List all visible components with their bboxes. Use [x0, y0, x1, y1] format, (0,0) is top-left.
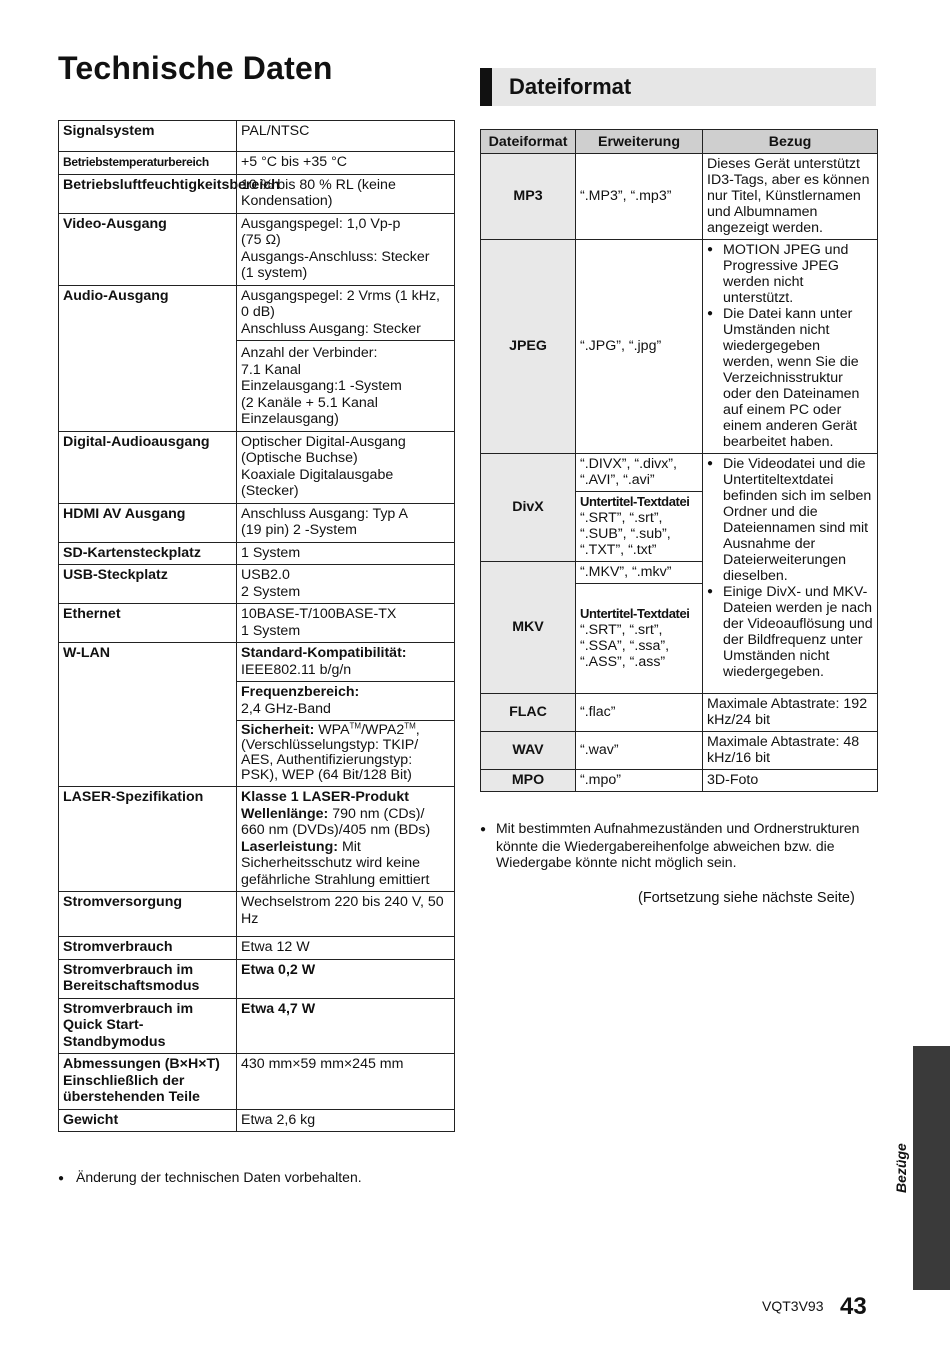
format-footnote [480, 820, 896, 870]
value-line [241, 806, 451, 839]
spec-value [237, 643, 455, 682]
value-line: 10BASE-T/100BASE-TX [241, 606, 397, 622]
value-line: (Verschlüsselungstyp: TKIP/ AES, Authentifizierungstyp: PSK), WEP (64 Bit/128 Bit) [241, 737, 419, 783]
value-line: 2 System [241, 583, 301, 600]
spec-label: Digital-Audioausgang [59, 431, 237, 503]
spec-label: Ethernet [59, 604, 237, 643]
spec-label: Stromversorgung [59, 892, 237, 937]
footnote-text: Mit bestimmten Aufnahmezuständen und Ordnerstrukturen könnte die Wiedergabereihenfolge abweichen bzw. die Wiedergabe könnte nicht möglich sein. [496, 820, 860, 870]
format-name: DivX [481, 454, 576, 562]
value-line: IEEE802.11 b/g/n [241, 661, 352, 678]
table-row [481, 770, 878, 792]
table-row [59, 937, 455, 960]
table-row [481, 154, 878, 240]
page-title: Technische Daten [58, 50, 333, 86]
table-row [59, 542, 455, 565]
spec-label: HDMI AV Ausgang [59, 503, 237, 542]
format-note: Maximale Abtastrate: 48 kHz/16 bit [703, 732, 878, 770]
value-line: (Optische Buchse) [241, 450, 358, 466]
spec-label: Betriebsluftfeuchtigkeitsbereich [59, 174, 237, 213]
table-row [59, 1054, 455, 1110]
spec-value [237, 787, 455, 892]
table-row [59, 121, 455, 152]
spec-value: Etwa 2,6 kg [237, 1109, 455, 1132]
table-row [59, 152, 455, 175]
spec-value: Etwa 4,7 W [237, 998, 455, 1054]
spec-value: 1 System [237, 542, 455, 565]
footnote-text: Änderung der technischen Daten vorbehalten. [76, 1169, 362, 1185]
list-item: ● Die Videodatei und die Untertiteltextdatei befinden sich im selben Ordner und die Dateiennamen sind mit Ausnahme der Dateierweiterungen dieselben. [707, 456, 873, 584]
format-name: MPO [481, 770, 576, 792]
list-item: ● MOTION JPEG und Progressive JPEG werden nicht unterstützt. [707, 242, 873, 306]
value-line [241, 723, 451, 738]
spec-label: Stromverbrauch im Bereitschaftsmodus [59, 959, 237, 998]
value-line: Ausgangspegel: 1,0 Vp-p [241, 215, 401, 232]
spec-value [237, 682, 455, 721]
spec-value [237, 213, 455, 285]
column-header: Bezug [703, 130, 878, 154]
spec-value [237, 285, 455, 341]
value-heading: Wellenlänge: [241, 805, 329, 822]
format-extension: “.MP3”, “.mp3” [576, 154, 703, 240]
spec-value [237, 721, 455, 787]
format-name: WAV [481, 732, 576, 770]
value-text: Mit Sicherheitsschutz wird keine gefährliche Strahlung emittiert [241, 838, 430, 888]
note-list [707, 456, 873, 680]
spec-value: Etwa 12 W [237, 937, 455, 960]
spec-label: Stromverbrauch im Quick Start-Standbymodus [59, 998, 237, 1054]
value-line: 2,4 GHz-Band [241, 700, 331, 717]
table-row [59, 892, 455, 937]
spec-value: 430 mm×59 mm×245 mm [237, 1054, 455, 1110]
format-extension: “.MKV”, “.mkv” [576, 562, 703, 584]
value-line: Anschluss Ausgang: Typ A [241, 505, 408, 522]
list-item: ● Einige DivX- und MKV-Dateien werden je nach der Videoauflösung und der Bildfrequenz unter Umständen nicht wiedergegeben. [707, 584, 873, 680]
table-row [59, 213, 455, 285]
trademark-mark: TM [404, 721, 416, 731]
value-line: (1 system) [241, 265, 308, 281]
value-text: /WPA2 [361, 722, 405, 738]
spec-table [58, 120, 455, 1132]
spec-value: Etwa 0,2 W [237, 959, 455, 998]
spec-label: LASER-Spezifikation [59, 787, 237, 892]
value-line: Anschluss Ausgang: Stecker [241, 320, 421, 337]
spec-label: Betriebstemperaturbereich [59, 152, 237, 175]
spec-label: Abmessungen (B×H×T) Einschließlich der überstehenden Teile [59, 1054, 237, 1110]
spec-value [237, 503, 455, 542]
value-heading: Frequenzbereich: [241, 684, 360, 700]
table-header-row [481, 130, 878, 154]
note-list [707, 242, 873, 450]
value-line: Koaxiale Digitalausgabe [241, 466, 394, 483]
spec-value [237, 431, 455, 503]
subtitle-heading: Untertitel-Textdatei [580, 606, 690, 621]
value-line: (75 Ω) [241, 232, 281, 248]
spec-value: +5 °C bis +35 °C [237, 152, 455, 175]
footnote [58, 1169, 454, 1187]
spec-label: Signalsystem [59, 121, 237, 152]
spec-value [237, 341, 455, 432]
table-row [59, 285, 455, 341]
value-line: Optischer Digital-Ausgang [241, 433, 406, 450]
chapter-tab [913, 1046, 950, 1290]
column-header: Dateiformat [481, 130, 576, 154]
format-name: FLAC [481, 694, 576, 732]
value-line: USB2.0 [241, 567, 290, 583]
table-row [59, 643, 455, 682]
value-heading: Sicherheit: [241, 722, 315, 738]
value-line [241, 839, 451, 889]
table-row [59, 998, 455, 1054]
value-heading: Standard-Kompatibilität: [241, 645, 407, 661]
value-heading: Klasse 1 LASER-Produkt [241, 789, 409, 805]
table-row [59, 787, 455, 892]
spec-value [237, 604, 455, 643]
table-row [481, 732, 878, 770]
value-line: (Stecker) [241, 483, 299, 499]
spec-value: Wechselstrom 220 bis 240 V, 50 Hz [237, 892, 455, 937]
value-line: Anzahl der Verbinder: [241, 345, 378, 361]
value-line: (2 Kanäle + 5.1 Kanal Einzelausgang) [241, 394, 378, 427]
spec-label: USB-Steckplatz [59, 565, 237, 604]
value-heading: Laserleistung: [241, 838, 338, 855]
value-line: Einzelausgang:1 -System [241, 378, 402, 394]
section-marker [480, 68, 492, 106]
value-text: 790 nm (CDs)/ 660 nm (DVDs)/405 nm (BDs) [241, 805, 431, 838]
table-row [59, 503, 455, 542]
subtitle-extensions: “.SRT”, “.srt”, “.SSA”, “.ssa”, “.ASS”, “.ass” [580, 622, 670, 670]
spec-value [237, 565, 455, 604]
value-text: , [415, 722, 420, 738]
spec-label: Video-Ausgang [59, 213, 237, 285]
format-name: MP3 [481, 154, 576, 240]
table-row [59, 431, 455, 503]
spec-value: 10 % bis 80 % RL (keine Kondensation) [237, 174, 455, 213]
table-row [481, 240, 878, 454]
format-name: MKV [481, 562, 576, 694]
subtitle-extensions: “.SRT”, “.srt”, “.SUB”, “.sub”, “.TXT”, “.txt” [580, 510, 671, 558]
table-row [59, 565, 455, 604]
value-line: (19 pin) 2 -System [241, 522, 357, 538]
table-row [59, 604, 455, 643]
document-code: VQT3V93 [762, 1298, 824, 1314]
section-header [480, 68, 876, 106]
format-extension: “.flac” [576, 694, 703, 732]
spec-value: PAL/NTSC [237, 121, 455, 152]
format-extension: “.wav” [576, 732, 703, 770]
column-header: Erweiterung [576, 130, 703, 154]
spec-label: Audio-Ausgang [59, 285, 237, 431]
format-name: JPEG [481, 240, 576, 454]
table-row [59, 959, 455, 998]
bullet-icon: ● [480, 824, 487, 835]
subtitle-heading: Untertitel-Textdatei [580, 494, 690, 509]
bullet-icon: ● [58, 1173, 65, 1184]
section-title: Dateiformat [509, 74, 632, 99]
list-item: ● Die Datei kann unter Umständen nicht wiedergegeben werden, wenn Sie die Verzeichnisstruktur oder den Dateinamen auf einem PC oder einem anderen Gerät bearbeitet haben. [707, 306, 873, 450]
value-line: Ausgangs-Anschluss: Stecker [241, 248, 430, 265]
page-number: 43 [840, 1293, 867, 1320]
format-extension [576, 492, 703, 562]
table-row [59, 1109, 455, 1132]
format-note: Dieses Gerät unterstützt ID3-Tags, aber es können nur Titel, Künstlernamen und Albumnamen angezeigt werden. [703, 154, 878, 240]
spec-label: W-LAN [59, 643, 237, 787]
format-extension: “.DIVX”, “.divx”, “.AVI”, “.avi” [576, 454, 703, 492]
format-note [703, 240, 878, 454]
format-extension [576, 584, 703, 694]
table-row [59, 174, 455, 213]
trademark-mark: TM [349, 721, 362, 731]
format-extension: “.JPG”, “.jpg” [576, 240, 703, 454]
table-row [481, 694, 878, 732]
chapter-label: Bezüge [893, 1143, 909, 1193]
table-row [481, 454, 878, 492]
format-note: Maximale Abtastrate: 192 kHz/24 bit [703, 694, 878, 732]
value-text: WPA [318, 722, 350, 738]
spec-label: SD-Kartensteckplatz [59, 542, 237, 565]
value-line: 7.1 Kanal [241, 361, 301, 378]
spec-label: Gewicht [59, 1109, 237, 1132]
format-note: 3D-Foto [703, 770, 878, 792]
format-note [703, 454, 878, 694]
format-extension: “.mpo” [576, 770, 703, 792]
spec-label: Stromverbrauch [59, 937, 237, 960]
continued-note: (Fortsetzung siehe nächste Seite) [638, 890, 855, 906]
value-line: 1 System [241, 622, 301, 639]
file-format-table [480, 129, 878, 792]
value-line: Ausgangspegel: 2 Vrms (1 kHz, 0 dB) [241, 287, 440, 320]
